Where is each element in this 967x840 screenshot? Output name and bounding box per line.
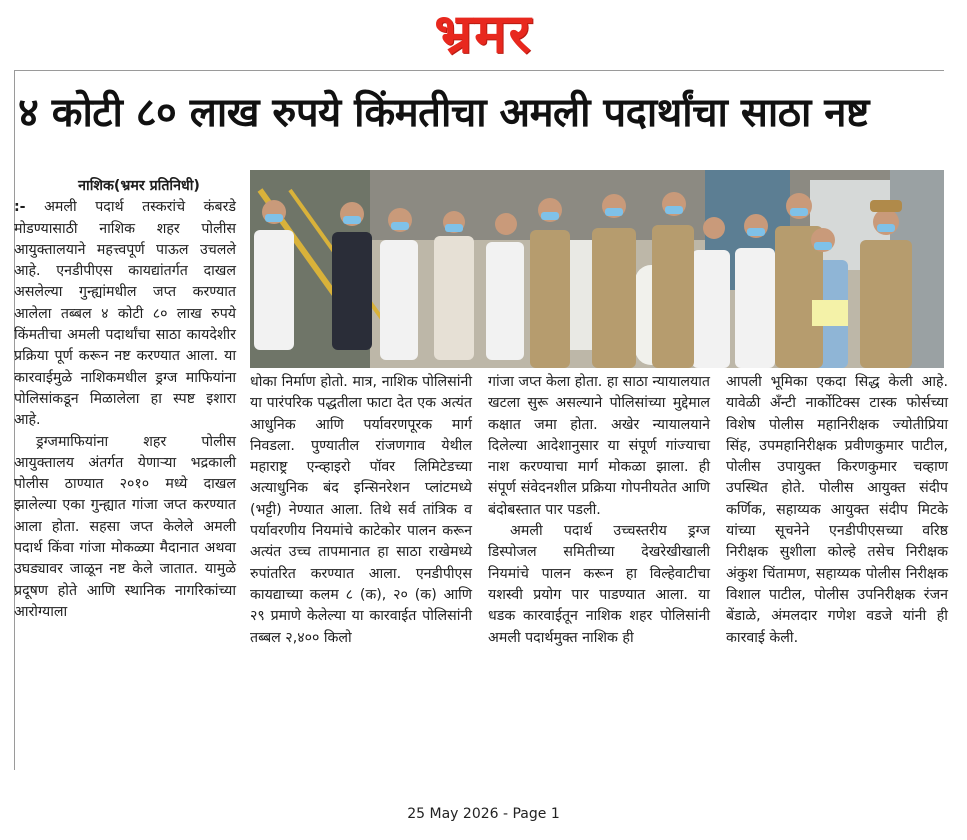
paragraph-text: अमली पदार्थ तस्करांचे कंबरडे मोडण्यासाठी नाशिक शहर पोलीस आयुक्तालयाने महत्त्वपूर्ण पाऊल उचलले आहे. एनडीपीएस कायद्यांतर्गत दाखल असलेल्या गुन्ह्यांमधील जप्त करण्यात आलेला तब्बल ४ कोटी ८० लाख रुपये किंमतीचा अमली पदार्थांचा साठा कायदेशीर प्रक्रिया पूर्ण करून नष्ट करण्यात आला. या कारवाईमुळे नाशिकमधील ड्रग्ज माफियांना पोलिसांकडून मिळालेला हा स्पष्ट इशारा आहे.	[14, 199, 236, 429]
top-rule	[14, 70, 944, 71]
page-footer: 25 May 2026 - Page 1	[407, 806, 560, 822]
article-column-2	[250, 372, 472, 649]
article-headline: ४ कोटी ८० लाख रुपये किंमतीचा अमली पदार्थांचा साठा नष्ट	[18, 90, 869, 136]
article-column-3	[488, 372, 710, 649]
news-photo	[250, 170, 944, 368]
article-paragraph: आपली भूमिका एकदा सिद्ध केली आहे. यावेळी अँन्टी नार्कोटिक्स टास्क फोर्सच्या विशेष पोलीस महानिरीक्षक ज्योतीप्रिया सिंह, उपमहानिरीक्षक प्रवीणकुमार पाटील, पोलीस उपायुक्त किरणकुमार चव्हाण उपस्थित होते. पोलीस आयुक्त संदीप कर्णिक, सहाय्यक आयुक्त संदीप मिटके यांच्या सूचनेने एनडीपीएसच्या वरिष्ठ निरीक्षक सुशीला कोल्हे तसेच निरीक्षक अंकुश चिंतामण, सहाय्यक पोलीस निरीक्षक विशाल पाटील, पोलीस उपनिरीक्षक रंजन बेंडाळे, अंमलदार गणेश वडजे यांनी ही कारवाई केली.	[726, 374, 948, 646]
article-dateline: नाशिक(भ्रमर प्रतिनिधी)	[78, 178, 200, 194]
article-paragraph: अमली पदार्थ उच्चस्तरीय ड्रग्ज डिस्पोजल समितीच्या देखरेखीखाली नियमांचे पालन करून हा विल्हेवाटीचा यशस्वी प्रयोग पार पाडण्यात आला. या धडक कारवाईतून नाशिक शहर पोलिसांनी अमली पदार्थमुक्त नाशिक ही	[488, 523, 710, 646]
article-paragraph: धोका निर्माण होतो. मात्र, नाशिक पोलिसांनी या पारंपरिक पद्धतीला फाटा देत एक अत्यंत आधुनिक आणि पर्यावरणपूरक मार्ग निवडला. पुण्यातील रांजणगाव येथील महाराष्ट्र एन्व्हाइरो पॉवर लिमिटेडच्या अत्याधुनिक बंद इन्सिनरेशन प्लांटमध्ये (भट्टी) नेण्यात आला. तिथे सर्व तांत्रिक व पर्यावरणीय नियमांचे काटेकोर पालन करून अत्यंत उच्च तापमानात हा साठा राखेमध्ये रुपांतरित करण्यात आला. एनडीपीएस कायद्याच्या कलम ८ (क), २० (क) आणि २९ प्रमाणे केलेल्या या कारवाईत पोलिसांनी तब्बल २,४०० किलो	[250, 374, 472, 646]
article-column-4	[726, 372, 948, 649]
masthead	[0, 0, 967, 68]
article-paragraph: गांजा जप्त केला होता. हा साठा न्यायालयात खटला सुरू असल्याने पोलिसांच्या मुद्देमाल कक्षात जमा होता. अखेर न्यायालयाने दिलेल्या आदेशानुसार या संपूर्ण गांज्याचा नाश करण्याचा मार्ग मोकळा झाला. ही संपूर्ण संवेदनशील प्रक्रिया गोपनीयतेत आणि बंदोबस्तात पार पडली.	[488, 374, 710, 518]
article-column-1	[14, 176, 236, 623]
article-paragraph	[14, 197, 236, 431]
photo-illustration	[250, 170, 944, 368]
newspaper-logo: भ्रमर	[434, 2, 533, 65]
article-paragraph: ड्रग्जमाफियांना शहर पोलीस आयुक्तालय अंतर्गत येणाऱ्या भद्रकाली पोलीस ठाण्यात २०१० मध्ये दाखल झालेल्या एका गुन्ह्यात गांजा जप्त करण्यात आला होता. सहसा जप्त केलेले अमली पदार्थ किंवा गांजा मोकळ्या मैदानात अथवा उघड्यावर जाळून नष्ट केले जातात. यामुळे प्रदूषण होते आणि स्थानिक नागरिकांच्या आरोग्याला	[14, 433, 236, 620]
lead-dash: :-	[14, 199, 26, 216]
